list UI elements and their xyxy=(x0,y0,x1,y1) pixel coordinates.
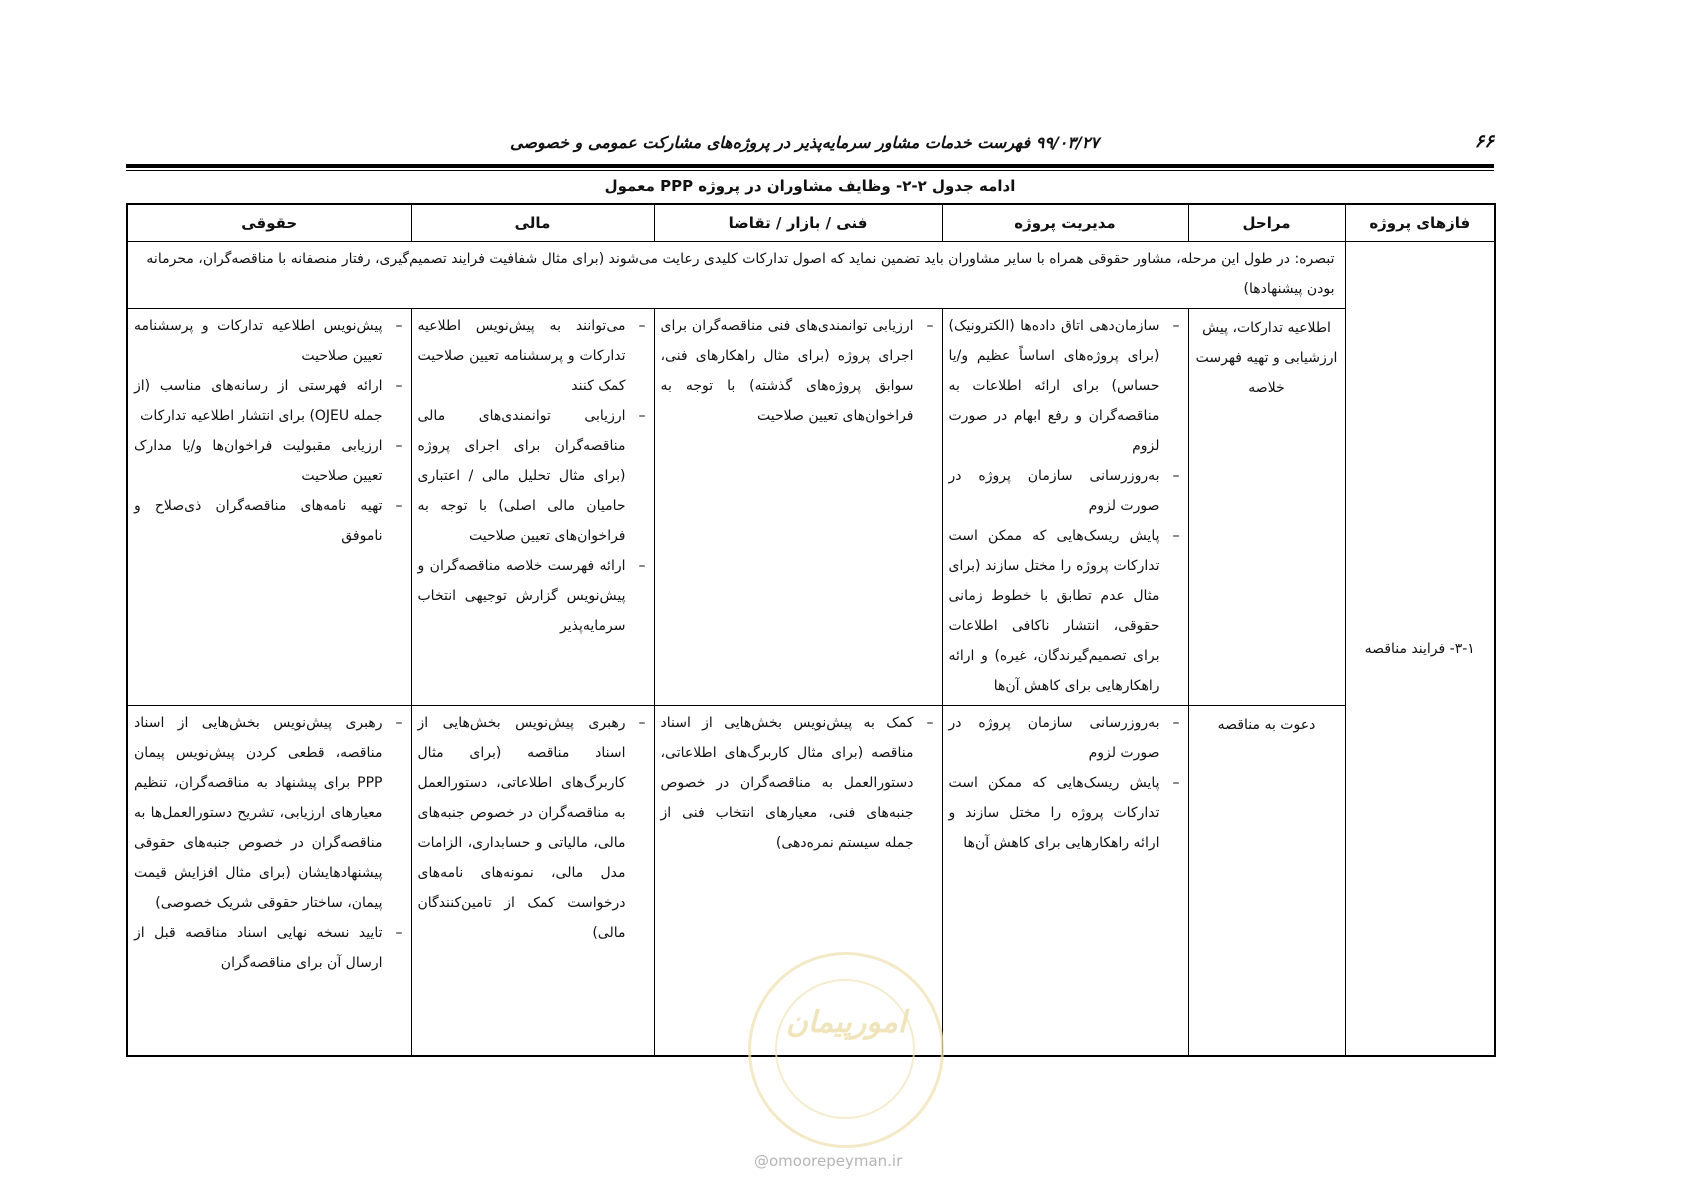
list-item: – تایید نسخه نهایی اسناد مناقصه قبل از ارسال آن برای مناقصه‌گران xyxy=(134,918,403,978)
legal-list xyxy=(128,309,411,555)
list-item: – ارائه فهرستی از رسانه‌های مناسب (از جمله OJEU) برای انتشار اطلاعیه تدارکات xyxy=(134,371,403,431)
management-cell xyxy=(942,309,1188,706)
financial-cell xyxy=(411,309,654,706)
watermark-ring xyxy=(775,979,915,1119)
financial-list xyxy=(412,706,654,952)
list-item: – پایش ریسک‌هایی که ممکن است تدارکات پروژه را مختل سازند (برای مثال عدم تطابق با خطوط زمانی حقوقی، انتشار ناکافی اطلاعات برای تصمیم‌گیرندگان، غیره) و ارائه راهکارهایی برای کاهش آن‌ها xyxy=(949,521,1180,701)
list-item: – ارزیابی توانمندی‌های فنی مناقصه‌گران برای اجرای پروژه (برای مثال راهکارهای فنی، سوابق پروژه‌های گذشته) با توجه به فراخوان‌های تعیین صلاحیت xyxy=(661,311,934,431)
list-item: – ارزیابی توانمندی‌های مالی مناقصه‌گران برای اجرای پروژه (برای مثال تحلیل مالی / اعتباری حامیان مالی اصلی) با توجه به فراخوان‌های تعیین صلاحیت xyxy=(418,401,646,551)
col-header-step: مراحل xyxy=(1188,204,1345,242)
list-item: – رهبری پیش‌نویس بخش‌هایی از اسناد مناقصه، قطعی کردن پیش‌نویس پیمان PPP برای پیشنهاد به مناقصه‌گران، تنظیم معیارهای ارزیابی، تشریح دستورالعمل‌ها به مناقصه‌گران در خصوص جنبه‌های حقوقی پیشنهادهایشان (برای مثال افزایش قیمت پیمان، ساختار حقوقی شریک خصوصی) xyxy=(134,708,403,918)
management-list xyxy=(943,309,1188,705)
legal-cell xyxy=(127,309,411,706)
financial-list xyxy=(412,309,654,645)
management-list xyxy=(943,706,1188,862)
col-header-management: مدیریت پروژه xyxy=(942,204,1188,242)
step-cell: اطلاعیه تدارکات، پیش ارزشیابی و تهیه فهرست خلاصه xyxy=(1188,309,1345,706)
technical-cell xyxy=(654,309,942,706)
col-header-technical: فنی / بازار / تقاضا xyxy=(654,204,942,242)
col-header-phase: فازهای پروژه xyxy=(1345,204,1495,242)
duties-table xyxy=(126,203,1496,1057)
col-header-legal: حقوقی xyxy=(127,204,411,242)
list-item: – تهیه نامه‌های مناقصه‌گران ذی‌صلاح و ناموفق xyxy=(134,491,403,551)
legal-list xyxy=(128,706,411,982)
list-item: – رهبری پیش‌نویس بخش‌هایی از اسناد مناقصه (برای مثال کاربرگ‌های اطلاعاتی، دستورالعمل به مناقصه‌گران در خصوص جنبه‌های مالی، مالیاتی و حسابداری، الزامات مدل مالی، نمونه‌های نامه‌های درخواست کمک از تامین‌کنندگان مالی) xyxy=(418,708,646,948)
note-row xyxy=(127,242,1495,309)
management-cell xyxy=(942,706,1188,1057)
note-cell: تبصره: در طول این مرحله، مشاور حقوقی همراه با سایر مشاوران باید تضمین نماید که اصول تدارکات کلیدی رعایت می‌شوند (برای مثال شفافیت فرایند تصمیم‌گیری، رفتار منصفانه با مناقصه‌گران، محرمانه بودن پیشنهادها) xyxy=(127,242,1345,309)
list-item: – کمک به پیش‌نویس بخش‌هایی از اسناد مناقصه (برای مثال کاربرگ‌های اطلاعاتی، دستورالعمل به مناقصه‌گران در خصوص جنبه‌های فنی، معیارهای انتخاب فنی از جمله سیستم نمره‌دهی) xyxy=(661,708,934,858)
phase-cell: ۳-۱- فرایند مناقصه xyxy=(1345,242,1495,1057)
header-rule-thick xyxy=(126,164,1494,168)
list-item: – ارزیابی مقبولیت فراخوان‌ها و/یا مدارک تعیین صلاحیت xyxy=(134,431,403,491)
header-rule-thin xyxy=(126,170,1494,171)
list-item: – ارائه فهرست خلاصه مناقصه‌گران و پیش‌نویس گزارش توجیهی انتخاب سرمایه‌پذیر xyxy=(418,551,646,641)
watermark-text: امورپیمان xyxy=(785,1005,907,1040)
list-item: – سازمان‌دهی اتاق داده‌ها (الکترونیک) (برای پروژه‌های اساساً عظیم و/یا حساس) برای ارائه اطلاعات به مناقصه‌گران و رفع ابهام در صورت لزوم xyxy=(949,311,1180,461)
financial-cell xyxy=(411,706,654,1057)
list-item: – می‌توانند به پیش‌نویس اطلاعیه تدارکات و پرسشنامه تعیین صلاحیت کمک کنند xyxy=(418,311,646,401)
table-row xyxy=(127,309,1495,706)
col-header-financial: مالی xyxy=(411,204,654,242)
step-cell: دعوت به مناقصه xyxy=(1188,706,1345,1057)
legal-cell xyxy=(127,706,411,1057)
watermark-seal xyxy=(748,952,944,1148)
table-caption: ادامه جدول ۲-۲- وظایف مشاوران در پروژه PPP معمول xyxy=(604,177,1016,195)
table-header-row xyxy=(127,204,1495,242)
page-number: ۶۶ xyxy=(1474,131,1494,152)
list-item: – به‌روزرسانی سازمان پروژه در صورت لزوم xyxy=(949,708,1180,768)
technical-list xyxy=(655,706,942,862)
page-header xyxy=(126,131,1494,159)
list-item: – پیش‌نویس اطلاعیه تدارکات و پرسشنامه تعیین صلاحیت xyxy=(134,311,403,371)
technical-list xyxy=(655,309,942,435)
running-title: ۹۹/۰۳/۲۷ فهرست خدمات مشاور سرمایه‌پذیر در پروژه‌های مشارکت عمومی و خصوصی xyxy=(510,133,1099,152)
list-item: – به‌روزرسانی سازمان پروژه در صورت لزوم xyxy=(949,461,1180,521)
footer-site: @omoorepeyman.ir xyxy=(754,1152,903,1170)
list-item: – پایش ریسک‌هایی که ممکن است تدارکات پروژه را مختل سازند و ارائه راهکارهایی برای کاهش آن‌ها xyxy=(949,768,1180,858)
